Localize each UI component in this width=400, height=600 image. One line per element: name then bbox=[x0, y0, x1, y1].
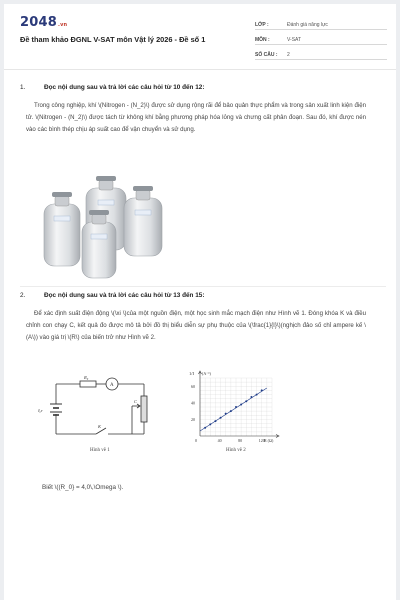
data-point bbox=[250, 396, 252, 398]
section-divider bbox=[20, 286, 386, 287]
data-point bbox=[230, 410, 232, 412]
resistor-r0 bbox=[80, 381, 96, 387]
meta-row-class bbox=[255, 18, 387, 30]
meta-row-count bbox=[255, 48, 387, 60]
site-logo[interactable] bbox=[20, 15, 67, 30]
graph-inverse-current-vs-r bbox=[184, 366, 284, 450]
logo-suffix: .vn bbox=[57, 22, 68, 28]
logo-main: 2048 bbox=[20, 15, 57, 30]
key-label: K bbox=[98, 424, 102, 429]
question-2 bbox=[20, 292, 386, 299]
meta-label: MÔN : bbox=[255, 36, 270, 43]
question-number: 1. bbox=[20, 84, 26, 91]
data-point bbox=[204, 427, 206, 429]
x-tick-label: 40 bbox=[217, 438, 222, 443]
data-point bbox=[240, 404, 242, 406]
document-title: Đề tham khảo ĐGNL V-SAT môn Vật lý 2026 - Đề số 1 bbox=[20, 35, 206, 44]
data-point bbox=[220, 417, 222, 419]
data-point bbox=[245, 400, 247, 402]
meta-value: Đánh giá năng lực bbox=[287, 21, 328, 28]
question-title: Đọc nội dung sau và trả lời các câu hỏi từ 10 đến 12: bbox=[44, 84, 205, 91]
origin-label: 0 bbox=[195, 438, 197, 443]
slider-label: C bbox=[134, 399, 138, 404]
question-1 bbox=[20, 84, 386, 91]
meta-label: SỐ CÂU : bbox=[255, 51, 278, 58]
meta-value: 2 bbox=[287, 51, 290, 58]
meta-row-subject bbox=[255, 33, 387, 45]
question-heading bbox=[20, 292, 386, 299]
passage-text: Trong công nghiệp, khí \(Nitrogen - (N_2)\) được sử dụng rộng rãi để bảo quản thực phẩm và trong sản xuất linh kiện điện tử. \(Nitrogen - (N_2)\) được tách từ không khí bằng phương pháp hóa lỏng và chưng cất phân đoạn. Sau đó, khí được nén vào các bình thép chịu áp suất cao để vận chuyển và sử dụng. bbox=[26, 102, 366, 133]
question-heading bbox=[20, 84, 386, 91]
x-tick-label: 80 bbox=[238, 438, 243, 443]
data-point bbox=[261, 389, 263, 391]
document-header bbox=[4, 4, 396, 70]
figure-1-caption: Hình vẽ 1 bbox=[90, 448, 110, 453]
meta-value: V-SAT bbox=[287, 36, 302, 43]
rheostat bbox=[141, 396, 147, 422]
ammeter-label: A bbox=[110, 383, 114, 388]
y-tick-label: 20 bbox=[191, 416, 195, 422]
passage-text: Để xác định suất điện động \(\xi \)của một nguồn điện, một học sinh mắc mạch điện như Hình vẽ 1. Đóng khóa K và điều chỉnh con chạy C, kết quả đo được mô tả bởi đồ thị biểu diễn sự phụ thuộc của \(\frac{1}{I}\)(nghịch đảo số chỉ ampere kế \(A\)) vào giá trị \(R\) của biến trở như Hình vẽ 2. bbox=[26, 310, 366, 341]
data-point bbox=[225, 413, 227, 415]
y-axis-unit: (A⁻¹) bbox=[202, 371, 211, 376]
question-title: Đọc nội dung sau và trả lời các câu hỏi từ 13 đến 15: bbox=[44, 292, 205, 299]
given-value-text: Biết \((R_0} = 4,0\,\Omega \). bbox=[42, 484, 124, 491]
nitrogen-cylinders-image bbox=[38, 174, 172, 280]
question-2-passage bbox=[26, 308, 366, 343]
data-point bbox=[209, 423, 211, 425]
data-point bbox=[256, 394, 258, 396]
data-point bbox=[235, 406, 237, 408]
question-1-passage bbox=[26, 100, 366, 135]
figure-2-caption: Hình vẽ 2 bbox=[226, 448, 246, 453]
y-tick-label: 40 bbox=[191, 400, 195, 406]
circuit-diagram bbox=[36, 370, 160, 446]
question-number: 2. bbox=[20, 292, 26, 299]
data-point bbox=[214, 420, 216, 422]
x-axis-label: R (Ω) bbox=[264, 438, 274, 443]
y-tick-label: 60 bbox=[191, 383, 195, 389]
source-label: ξ,r bbox=[38, 408, 43, 413]
x-tick-label: 120 bbox=[258, 438, 265, 443]
document-page bbox=[4, 4, 396, 600]
r0-label: R₀ bbox=[84, 375, 89, 380]
meta-table bbox=[255, 18, 387, 63]
meta-label: LỚP : bbox=[255, 21, 269, 28]
y-axis-label: 1/I bbox=[189, 371, 194, 376]
